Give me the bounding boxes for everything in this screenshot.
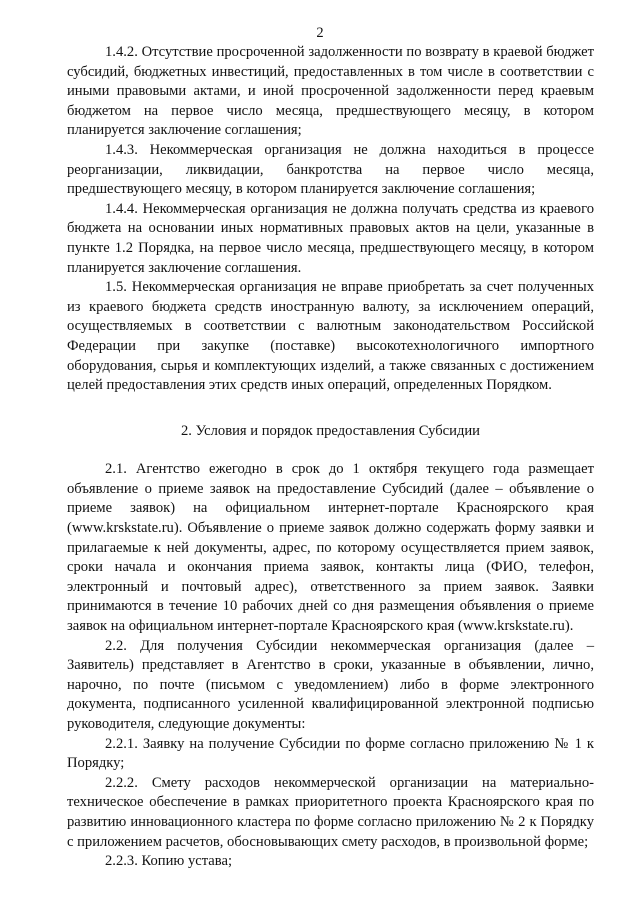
section-heading: 2. Условия и порядок предоставления Субсидии: [181, 422, 480, 439]
paragraph-2-2-3: 2.2.3. Копию устава;: [105, 853, 232, 870]
document-body: [67, 43, 594, 872]
paragraph-1-4-4: 1.4.4. Некоммерческая организация не должна получать средства из краевого бюджета на основании иных нормативных правовых актов на цели, указанные в пункте 1.2 Порядка, на первое число месяца, предшествующего месяцу, в котором планируется заключение соглашения.: [67, 200, 594, 276]
paragraph-1-4-2: 1.4.2. Отсутствие просроченной задолженности по возврату в краевой бюджет субсидий, бюджетных инвестиций, предоставленных в том числе в соответствии с иными правовыми актами, и иной просроченной задолженности перед краевым бюджетом на первое число месяца, предшествующего месяцу, в котором планируется заключение соглашения;: [67, 44, 594, 139]
paragraph-2-2-1: 2.2.1. Заявку на получение Субсидии по форме согласно приложению № 1 к Порядку;: [67, 735, 594, 772]
paragraph-2-1: 2.1. Агентство ежегодно в срок до 1 октября текущего года размещает объявление о приеме заявок на предоставление Субсидий (далее – объявление о приеме заявок) на официальном интернет-портале Красноярского края (www.krskstate.ru). Объявление о приеме заявок должно содержать форму заявки и прилагаемые к ней документы, адрес, по которому осуществляется прием заявок, сроки начала и окончания приема заявок, контакты лица (ФИО, телефон, электронный и почтовый адрес), ответственного за прием заявок. Заявки принимаются в течение 10 рабочих дней со дня размещения объявления о приеме заявок на официальном интернет-портале Красноярского края (www.krskstate.ru).: [67, 461, 594, 635]
paragraph-1-5: 1.5. Некоммерческая организация не вправе приобретать за счет полученных из краевого бюджета средств иностранную валюту, за исключением операций, осуществляемых в соответствии с валютным законодательством Российской Федерации при закупке (поставке) высокотехнологичного импортного оборудования, сырья и комплектующих изделий, а также связанных с достижением целей предоставления этих средств иных операций, определенных Порядком.: [67, 279, 594, 394]
paragraph-2-2-2: 2.2.2. Смету расходов некоммерческой организации на материально-техническое обеспечение в рамках приоритетного проекта Красноярского края по развитию инновационного кластера по форме согласно приложению № 2 к Порядку с приложением расчетов, обосновывающих смету расходов, в произвольной форме;: [67, 774, 594, 850]
paragraph-2-2: 2.2. Для получения Субсидии некоммерческая организация (далее – Заявитель) представляет в Агентство в сроки, указанные в объявлении, лично, нарочно, по почте (письмом с уведомлением) либо в форме электронного документа, подписанного усиленной квалифицированной электронной подписью руководителя, следующие документы:: [67, 637, 594, 732]
paragraph-1-4-3: 1.4.3. Некоммерческая организация не должна находиться в процессе реорганизации, ликвидации, банкротства на первое число месяца, предшествующего месяцу, в котором планируется заключение соглашения;: [67, 141, 594, 198]
page-number: 2: [316, 25, 324, 41]
